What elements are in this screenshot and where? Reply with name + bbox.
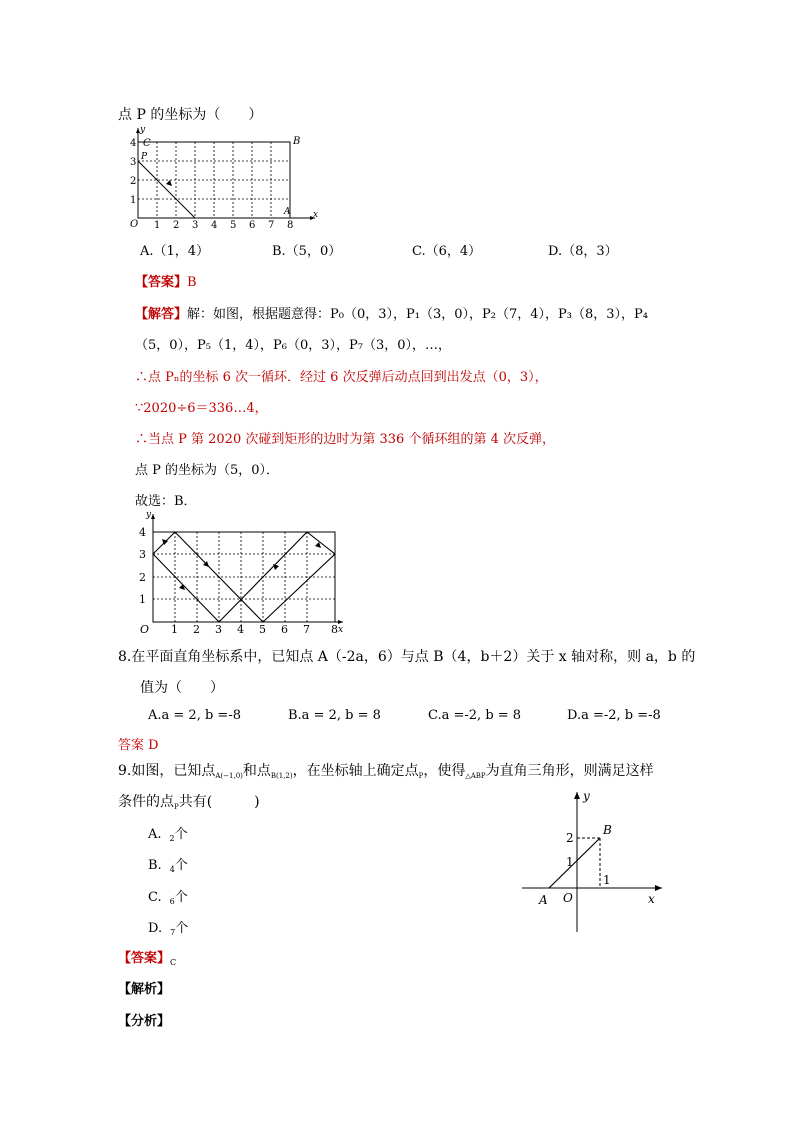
fig2-y-tick: 3 xyxy=(139,548,146,561)
q7-solution-line-4: ∵2020÷6＝336…4， xyxy=(135,401,268,416)
q9-option-d xyxy=(148,917,188,937)
fig2-origin: O xyxy=(140,623,150,636)
fig1-label-A: A xyxy=(284,207,291,217)
fig1-x-tick: 1 xyxy=(154,220,161,230)
option-unit: 个 xyxy=(174,890,188,905)
fig1-x-tick: 3 xyxy=(192,220,199,230)
fig3-origin: O xyxy=(563,891,573,905)
option-letter: D. xyxy=(148,921,163,936)
figure-rectangle-bounce-2 xyxy=(135,508,350,636)
q9-text: 和点 xyxy=(242,763,271,779)
fig1-y-tick: 3 xyxy=(130,157,137,168)
fig1-y-tick: 2 xyxy=(130,176,137,187)
q9-text: 共有( ) xyxy=(178,794,260,810)
fig3-tick-x1: 1 xyxy=(603,873,611,887)
fig1-label-B: B xyxy=(293,136,301,147)
point-a-notation: A(−1,0) xyxy=(215,772,243,780)
q9-text: 9.如图，已知点 xyxy=(118,763,216,779)
option-unit: 个 xyxy=(175,921,189,936)
figure-rectangle-bounce-1 xyxy=(130,120,330,230)
q9-option-b xyxy=(148,854,188,874)
q7-option-c: C.（6，4） xyxy=(412,244,482,259)
q7-solution-line-3: ∴点 Pₙ的坐标 6 次一循环．经过 6 次反弹后动点回到出发点（0，3）， xyxy=(135,370,548,385)
triangle-symbol: △ xyxy=(465,772,471,780)
fig1-x-tick: 2 xyxy=(173,220,180,230)
fig2-x-tick: 3 xyxy=(215,623,222,636)
q7-solution-line-6: 点 P 的坐标为（5，0）． xyxy=(135,463,280,478)
answer-value: C xyxy=(170,958,177,967)
q9-text: 为直角三角形，则满足这样 xyxy=(485,763,654,779)
figure-q9-axes xyxy=(516,786,666,936)
option-letter: C. xyxy=(148,890,162,905)
q8-option-c: C.a =-2, b = 8 xyxy=(428,708,522,723)
fig2-x-tick: 4 xyxy=(237,623,244,636)
fig2-x-tick: 1 xyxy=(171,623,178,636)
fig1-label-P: P xyxy=(141,152,148,162)
q7-solution-line-1 xyxy=(135,303,648,322)
q9-answer xyxy=(118,947,176,967)
fig1-x-axis-label: x xyxy=(313,210,319,220)
q8-option-d: D.a =-2, b =-8 xyxy=(567,708,661,723)
fig1-y-tick: 4 xyxy=(130,138,137,149)
q9-stem-line-1 xyxy=(118,760,654,780)
fig1-origin: O xyxy=(130,219,139,230)
fig3-tick-y2: 2 xyxy=(566,831,574,845)
option-number: 2 xyxy=(169,834,175,843)
q8-stem-line-2: 值为（ ） xyxy=(140,680,224,696)
fig2-x-tick: 8 xyxy=(331,623,338,636)
q9-text: 条件的点 xyxy=(118,794,174,810)
point-p-notation: P xyxy=(418,772,424,780)
point-b-notation: B(1,2) xyxy=(270,772,293,780)
q9-fenxi-label: 【分析】 xyxy=(118,1014,171,1029)
q9-text: ，使得 xyxy=(423,763,466,779)
fig1-x-tick: 5 xyxy=(230,220,237,230)
fig3-y-axis-label: y xyxy=(583,789,590,803)
q7-prompt: 点 P 的坐标为（ ） xyxy=(118,107,263,123)
option-unit: 个 xyxy=(174,858,188,873)
q8-answer: 答案 D xyxy=(118,738,159,753)
option-number: 4 xyxy=(169,865,175,874)
q9-stem-line-2 xyxy=(118,791,260,811)
answer-label: 【答案】 xyxy=(135,275,188,290)
answer-label: 【答案】 xyxy=(118,951,171,966)
fig2-x-tick: 5 xyxy=(259,623,266,636)
fig3-label-B: B xyxy=(603,823,612,837)
q8-option-a: A.a = 2, b =-8 xyxy=(148,708,241,723)
solution-label: 【解答】 xyxy=(135,307,188,322)
fig1-label-C: C xyxy=(143,138,151,149)
solution-text: 解：如图，根据题意得：P₀（0，3），P₁（3，0），P₂（7，4），P₃（8，3），P₄ xyxy=(187,307,648,322)
q8-option-b: B.a = 2, b = 8 xyxy=(288,708,381,723)
triangle-abp-notation: ABP xyxy=(470,772,486,780)
fig2-x-tick: 2 xyxy=(193,623,200,636)
answer-value: B xyxy=(187,275,197,290)
option-number: 6 xyxy=(169,897,175,906)
fig2-x-axis-label: x xyxy=(338,625,344,635)
q7-solution-line-5: ∴当点 P 第 2020 次碰到矩形的边时为第 336 个循环组的第 4 次反弹， xyxy=(135,432,555,447)
q7-option-a: A.（1，4） xyxy=(140,244,210,259)
fig3-x-axis-label: x xyxy=(648,892,655,906)
q9-analysis-label: 【解析】 xyxy=(118,982,171,997)
option-letter: B. xyxy=(148,858,162,873)
option-unit: 个 xyxy=(174,827,188,842)
fig2-y-tick: 4 xyxy=(139,526,146,539)
q7-option-d: D.（8，3） xyxy=(548,244,618,259)
option-letter: A. xyxy=(148,827,162,842)
q9-text: ，在坐标轴上确定点 xyxy=(292,763,419,779)
fig1-x-tick: 7 xyxy=(268,220,275,230)
fig1-y-tick: 1 xyxy=(130,195,137,206)
q7-solution-line-2: （5，0），P₅（1，4），P₆（0，3），P₇（3，0），…， xyxy=(135,338,452,353)
fig2-y-axis-label: y xyxy=(146,510,152,520)
fig1-x-tick: 4 xyxy=(211,220,218,230)
fig3-label-A: A xyxy=(539,893,548,907)
fig1-x-tick: 6 xyxy=(249,220,256,230)
fig1-y-axis-label: y xyxy=(140,125,146,135)
fig2-y-tick: 2 xyxy=(139,571,146,584)
q9-option-a xyxy=(148,823,188,843)
point-p-notation: P xyxy=(174,803,179,811)
fig2-x-tick: 6 xyxy=(281,623,288,636)
q7-answer xyxy=(135,271,197,290)
option-number: 7 xyxy=(170,928,176,937)
fig1-x-tick: 8 xyxy=(287,220,294,230)
q7-option-b: B.（5，0） xyxy=(272,244,342,259)
q8-stem-line-1: 8.在平面直角坐标系中，已知点 A（-2a，6）与点 B（4，b＋2）关于 x 轴对称，则 a，b 的 xyxy=(118,649,696,665)
q7-choose: 故选：B． xyxy=(135,494,197,509)
fig2-x-tick: 7 xyxy=(303,623,310,636)
fig3-tick-y1: 1 xyxy=(566,855,574,869)
q9-option-c xyxy=(148,886,188,906)
fig2-y-tick: 1 xyxy=(139,593,146,606)
